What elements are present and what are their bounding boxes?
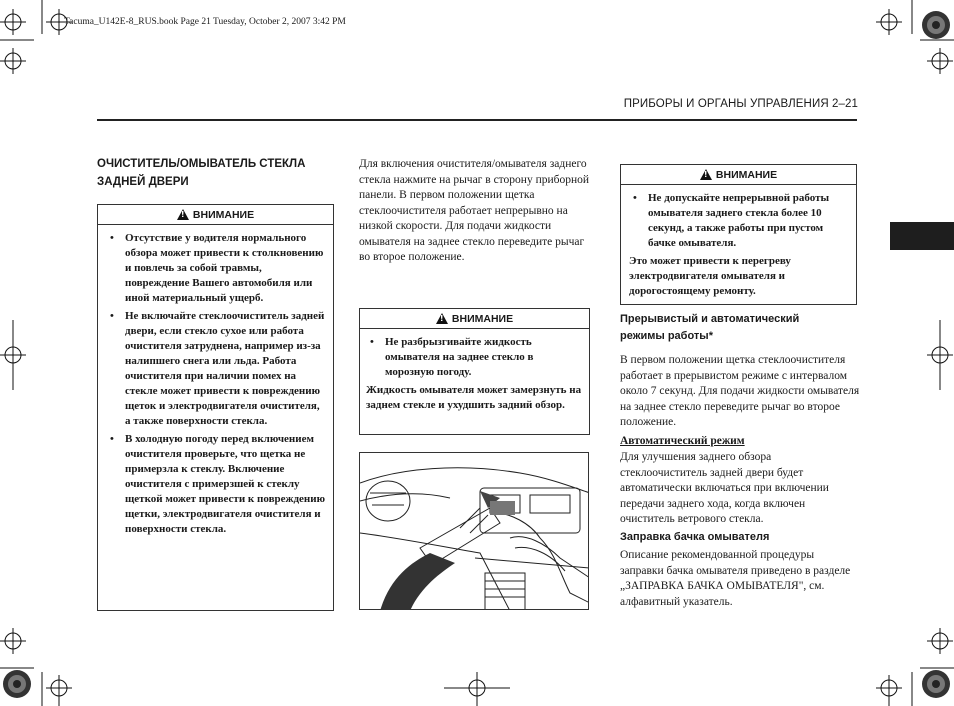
warning-bullet: • Не допускайте непрерывной работы омывателя заднего стекла более 10 секунд, а также работы при пустом бачке омывателя.	[629, 191, 848, 251]
warning-note: Это может привести к перегреву электродвигателя омывателя и дорогостоящему ремонту.	[629, 255, 791, 297]
warning-bullet: • Не разбрызгивайте жидкость омывателя на заднее стекло в морозную погоду.	[366, 335, 585, 380]
wiper-lever-illustration	[359, 452, 589, 610]
warning-bullet: • Отсутствие у водителя нормального обзора может привести к столкновению и повлечь за собой травмы, повреждение Вашего автомобиля или иной материальный ущерб.	[106, 231, 325, 306]
section-heading-line-2: ЗАДНЕЙ ДВЕРИ	[97, 176, 189, 188]
warning-bullet: • В холодную погоду перед включением очистителя проверьте, что щетка не примерзла к стеклу. Включение очистителя с примерзшей к стеклу щеткой может привести к повреждению щетки, электродвигателя очистителя и поверхности стекла.	[106, 432, 325, 537]
warning-triangle-icon	[177, 209, 189, 220]
print-meta-line: Tacuma_U142E-8_RUS.book Page 21 Tuesday, October 2, 2007 3:42 PM	[64, 17, 346, 27]
intermittent-paragraph: В первом положении щетка стеклоочистителя работает в прерывистом режиме с интервалом около 7 секунд. Для подачи жидкости омывателя на заднее стекло переведите рычаг во второе положение.	[620, 354, 860, 428]
section-heading	[97, 155, 337, 191]
warning-box-3	[620, 164, 857, 305]
subheading-refill: Заправка бачка омывателя	[620, 531, 770, 543]
warning-header	[621, 165, 856, 185]
warning-box-1	[97, 204, 334, 611]
intro-paragraph: Для включения очистителя/омывателя заднего стекла нажмите на рычаг в сторону приборной панели. В первом положении щетка стеклоочистителя работает непрерывно на низкой скорости. Для подачи жидкости омывателя на заднее стекло переведите рычаг во второе положение.	[359, 158, 590, 263]
warning-title: ВНИМАНИЕ	[192, 208, 255, 221]
refill-paragraph: Описание рекомендованной процедуры заправки бачка омывателя приведено в разделе „ЗАПРАВКА БАЧКА ОМЫВАТЕЛЯ", см. алфавитный указатель.	[620, 549, 851, 608]
auto-mode-paragraph: Для улучшения заднего обзора стеклоочиститель задней двери будет автоматически включаться при включении передачи заднего хода, когда включен очиститель ветрового стекла.	[620, 451, 829, 525]
lever-stalk	[380, 553, 455, 610]
subheading-intermittent: Прерывистый и автоматический режимы работы*	[620, 313, 800, 342]
warning-box-2	[359, 308, 590, 435]
warning-body	[98, 225, 333, 546]
warning-body	[621, 185, 856, 305]
warning-bullet: • Не включайте стеклоочиститель задней двери, если стекло сухое или работа очистителя затруднена, например из-за налипшего снега или льда. Работа очистителя при наличии помех на стекле может привести к повреждению щеток и электродвигателя очистителя, а также поверхности стекла.	[106, 309, 325, 429]
header-rule	[97, 119, 857, 121]
warning-triangle-icon	[700, 169, 712, 180]
warning-triangle-icon	[436, 313, 448, 324]
warning-header	[360, 309, 589, 329]
section-thumb-tab	[890, 222, 954, 250]
warning-header	[98, 205, 333, 225]
illustration-drawing	[360, 453, 589, 610]
warning-title: ВНИМАНИЕ	[451, 312, 514, 325]
warning-title: ВНИМАНИЕ	[715, 168, 778, 181]
warning-note: Жидкость омывателя может замерзнуть на заднем стекле и ухудшить задний обзор.	[366, 384, 582, 411]
running-head: ПРИБОРЫ И ОРГАНЫ УПРАВЛЕНИЯ 2–21	[623, 98, 858, 110]
warning-body	[360, 329, 589, 419]
auto-mode-heading: Автоматический режим	[620, 435, 745, 447]
section-heading-line-1: ОЧИСТИТЕЛЬ/ОМЫВАТЕЛЬ СТЕКЛА	[97, 158, 306, 170]
